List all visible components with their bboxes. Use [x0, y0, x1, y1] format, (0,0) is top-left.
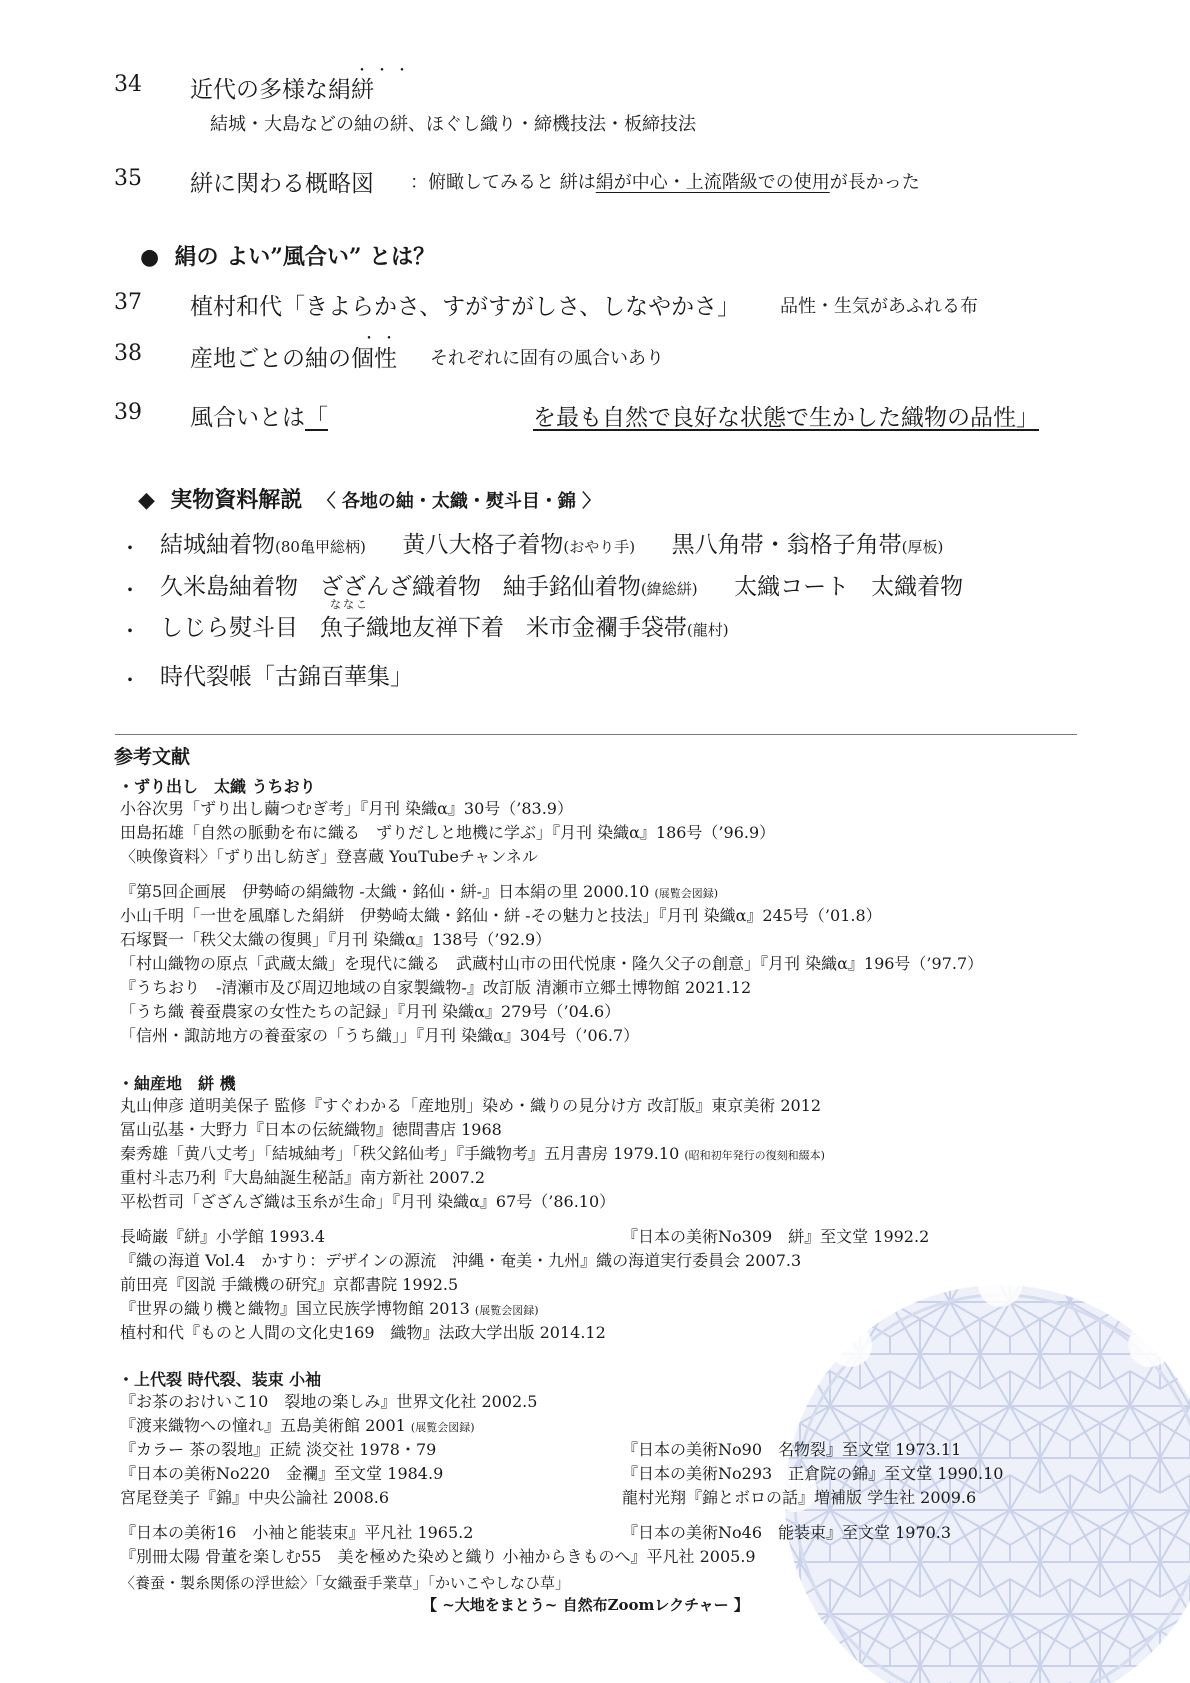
section-37-note: 品性・生気があふれる布: [780, 296, 978, 317]
quote-open: 「: [305, 405, 328, 431]
ref-line: 『うちおり -清瀬市及び周辺地域の自家製織物-』改訂版 清瀬市立郷土博物館 2021.12: [120, 978, 752, 997]
section-35-title: 絣に関わる概略図: [190, 171, 374, 197]
quote-rest: を最も自然で良好な状態で生かした織物の品性」: [533, 405, 1039, 431]
ref-line: 『日本の美術No293 正倉院の錦』至文堂 1990.10: [622, 1464, 1004, 1483]
item-row-3: [160, 609, 729, 642]
furigana-nanako: ななこ: [330, 598, 369, 611]
ref-line: [120, 1142, 825, 1168]
ref-line: 重村斗志乃利『大島紬誕生秘話』南方新社 2007.2: [120, 1168, 486, 1187]
ref-line: 平松哲司「ざざんざ織は玉糸が生命」『月刊 染織α』67号（’86.10）: [120, 1192, 616, 1211]
ref-line: 田島拓雄「自然の脈動を布に織る ずりだしと地機に学ぶ」『月刊 染織α』186号（’96.9）: [120, 823, 776, 842]
item-note: (緯総絣): [640, 580, 698, 598]
item-note: (厚板): [901, 538, 944, 556]
ref-line: 小谷次男「ずり出し繭つむぎ考」『月刊 染織α』30号（’83.9）: [120, 799, 573, 818]
ref-line: 〈養蚕・製糸関係の浮世絵〉「女織蚕手業草」「かいこやしなひ草」: [120, 1574, 571, 1592]
ref-line: 小山千明「一世を風靡した絹絣 伊勢崎太織・銘仙・絣 -その魅力と技法」『月刊 染織α』245号（’01.8）: [120, 906, 882, 925]
ref-line: 植村和代『ものと人間の文化史169 織物』法政大学出版 2014.12: [120, 1323, 606, 1342]
heading-materials: [138, 483, 600, 514]
desc-pre: ：俯瞰してみると 絣は: [410, 172, 596, 193]
ref-line-text: 秦秀雄「黄八丈考」「結城紬考」「秩父銘仙考」『手織物考』五月書房 1979.10: [120, 1144, 680, 1163]
ref-line: 石塚賢一「秩父太織の復興」『月刊 染織α』138号（’92.9）: [120, 930, 552, 949]
section-35-description: [410, 168, 920, 194]
section-35-number: 35: [114, 166, 142, 191]
emphasis-marks: ・・・: [355, 63, 415, 79]
desc-post: が長かった: [829, 172, 920, 193]
ref-line: 龍村光翔『錦とボロの話』増補版 学生社 2009.6: [622, 1488, 977, 1507]
ref-line: 前田亮『図説 手織機の研究』京都書院 1992.5: [120, 1275, 459, 1294]
item-row-1: [160, 526, 943, 559]
references-title: 参考文献: [114, 746, 191, 768]
section-divider: [115, 734, 1077, 735]
item-bullet: ・: [120, 536, 140, 560]
section-34-number: 34: [114, 72, 142, 97]
item-nanako-yuzen: 魚子織地友禅下着: [319, 615, 504, 641]
heading-fuai-text: 絹の よい”風合い” とは？: [174, 244, 436, 270]
item-yoneichi-obi: 米市金襴手袋帯: [525, 615, 687, 641]
ref-line: 長崎巌『絣』小学館 1993.4: [120, 1227, 326, 1246]
item-shijira-noshime: しじら熨斗目: [160, 615, 298, 641]
ref-line: [120, 880, 718, 906]
ref-line: 「うち織 養蚕農家の女性たちの記録」『月刊 染織α』279号（’04.6）: [120, 1002, 621, 1021]
emphasis-marks: ・・: [362, 331, 402, 347]
footer-lecture-title: 【 ~大地をまとう~ 自然布Zoomレクチャー 】: [422, 1596, 749, 1614]
item-note: (80亀甲総柄): [275, 538, 366, 556]
ref-group-heading: ・ずり出し 太織 うちおり: [118, 777, 316, 796]
ref-group-heading: ・紬産地 絣 機: [118, 1074, 236, 1093]
ref-line-note: (昭和初年発行の復刻和綴本): [684, 1149, 825, 1162]
item-kurohachi-obi: 黒八角帯・翁格子角帯: [671, 532, 902, 558]
item-row-2: [160, 568, 963, 601]
ref-line: 『日本の美術No220 金襴』至文堂 1984.9: [120, 1464, 444, 1483]
heading-materials-text: 実物資料解説: [170, 487, 303, 513]
ref-line-text: 『世界の織り機と織物』国立民族学博物館 2013: [120, 1299, 470, 1318]
item-note: (龍村): [686, 621, 729, 639]
item-kihachi: 黄八大格子着物: [402, 532, 564, 558]
ref-line: 宮尾登美子『錦』中央公論社 2008.6: [120, 1488, 390, 1507]
item-yuki-tsumugi: 結城紬着物: [160, 532, 275, 558]
ref-line-note: (展覧会図録): [474, 1304, 539, 1317]
ref-line: 「信州・諏訪地方の養蚕家の「うち織」」『月刊 染織α』304号（’06.7）: [120, 1026, 640, 1045]
section-39-number: 39: [114, 400, 142, 425]
item-bullet: ・: [120, 619, 140, 643]
section-39-quote: [305, 405, 1039, 431]
ref-line: 『日本の美術No46 能装束』至文堂 1970.3: [622, 1523, 952, 1542]
section-39-text: [190, 399, 1039, 432]
ref-group-heading: ・上代裂 時代裂、装束 小袖: [118, 1370, 322, 1389]
ref-line: 『日本の美術No309 絣』至文堂 1992.2: [622, 1227, 930, 1246]
ref-line: 『別冊太陽 骨董を楽しむ55 美を極めた染めと織り 小袖からきものへ』平凡社 2005.9: [120, 1547, 756, 1566]
item-note: (おやり手): [563, 538, 636, 556]
item-kumejima: 久米島紬着物: [160, 574, 298, 600]
item-kokin-hyakka: 時代裂帳「古錦百華集」: [160, 664, 413, 690]
heading-materials-sub: 〈 各地の紬・太織・熨斗目・錦 〉: [317, 491, 601, 512]
ref-line-note: (展覧会図録): [410, 1421, 475, 1434]
ref-line-text: 『渡来織物への憧れ』五島美術館 2001: [120, 1416, 406, 1435]
heading-fuai: [140, 240, 435, 271]
section-37-number: 37: [114, 290, 142, 315]
ref-line: 冨山弘基・大野力『日本の伝統織物』徳間書店 1968: [120, 1120, 502, 1139]
item-futori-coat: 太織コート: [734, 574, 850, 600]
section-38-title: 産地ごとの紬の個性: [190, 346, 397, 372]
section-34-title: 近代の多様な絹絣: [190, 77, 374, 103]
desc-underlined: 絹が中心・上流階級での使用: [595, 172, 830, 193]
ref-line: 〈映像資料〉「ずり出し紡ぎ」登喜蔵 YouTubeチャンネル: [120, 847, 538, 866]
ref-line: 丸山伸彦 道明美保子 監修『すぐわかる「産地別」染め・織りの見分け方 改訂版』東京美術 2012: [120, 1096, 822, 1115]
item-tsumugi-meisen: 紬手銘仙着物: [502, 574, 641, 600]
item-bullet: ・: [120, 578, 140, 602]
ref-line-text: 『第5回企画展 伊勢崎の絹織物 -太織・銘仙・絣-』日本絹の里 2000.10: [120, 882, 650, 901]
ref-line: 『お茶のおけいこ10 裂地の楽しみ』世界文化社 2002.5: [120, 1392, 538, 1411]
section-39-pre: 風合いとは: [190, 405, 305, 431]
ref-line: 『日本の美術16 小袖と能装束』平凡社 1965.2: [120, 1523, 474, 1542]
item-zazanza: ざざんざ織着物: [319, 574, 481, 600]
ref-line: 『織の海道 Vol.4 かすり：デザインの源流 沖縄・奄美・九州』織の海道実行委員会 2007.3: [120, 1251, 802, 1270]
ref-line: 『カラー 茶の裂地』正続 淡交社 1978・79: [120, 1440, 437, 1459]
ref-line-note: (展覧会図録): [654, 887, 719, 900]
item-futori-kimono: 太織着物: [871, 574, 964, 600]
ref-line: [120, 1414, 475, 1440]
ref-line: 「村山織物の原点「武蔵太織」を現代に織る 武蔵村山市の田代悦康・隆久父子の創意」『月刊 染織α』196号（’97.7）: [120, 954, 984, 973]
ref-line: [120, 1297, 539, 1323]
section-38-note: それぞれに固有の風合いあり: [430, 348, 664, 369]
diamond-bullet-icon: ◆: [138, 487, 155, 513]
item-bullet: ・: [120, 668, 140, 692]
section-37-title: 植村和代「きよらかさ、すがすがしさ、しなやかさ」: [190, 294, 741, 320]
section-38-number: 38: [114, 341, 142, 366]
circle-bullet-icon: ●: [140, 244, 160, 270]
section-34-subtitle: 結城・大島などの紬の絣、ほぐし織り・締機技法・板締技法: [210, 114, 696, 135]
ref-line: 『日本の美術No90 名物裂』至文堂 1973.11: [622, 1440, 962, 1459]
